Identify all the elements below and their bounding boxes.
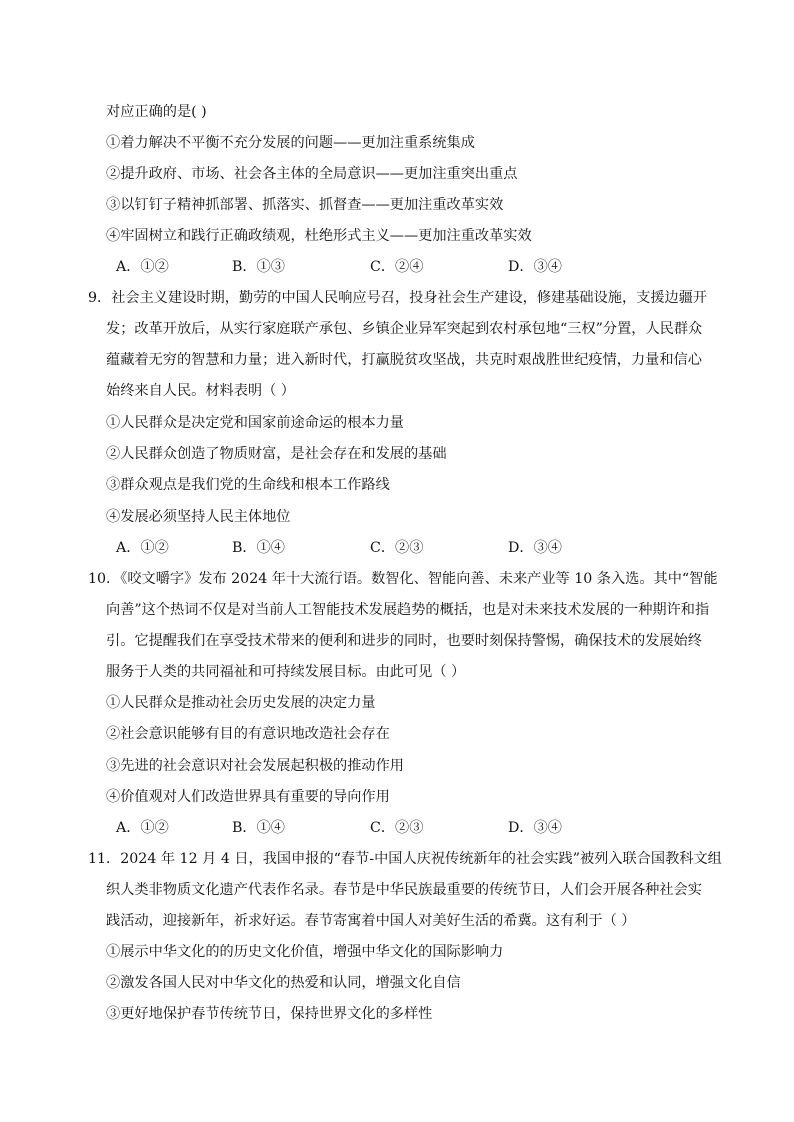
question-9-statement-2: ②人民群众创造了物质财富，是社会存在和发展的基础 — [106, 446, 447, 462]
question-10-stem-line-4: 服务于人类的共同福祉和可持续发展目标。由此可见（ ） — [106, 664, 466, 680]
question-8-statement-3: ③以钉钉子精神抓部署、抓落实、抓督查——更加注重改革实效 — [106, 197, 504, 213]
question-10-option-d: D．③④ — [508, 820, 562, 836]
question-8-statement-1: ①着力解决不平衡不充分发展的问题——更加注重系统集成 — [106, 135, 475, 151]
question-9-option-c: C．②③ — [370, 540, 424, 556]
question-10-stem-line-3: 引。它提醒我们在享受技术带来的便利和进步的同时，也要时刻保持警惕，确保技术的发展始终 — [106, 633, 702, 649]
question-8-option-c: C．②④ — [370, 259, 424, 275]
question-11-statement-3: ③更好地保护春节传统节日，保持世界文化的多样性 — [106, 1006, 433, 1022]
question-8-option-a: A．①② — [116, 259, 169, 275]
question-8-options — [116, 257, 716, 277]
question-9-option-b: B．①④ — [232, 540, 285, 556]
question-8-statement-2: ②提升政府、市场、社会各主体的全局意识——更加注重突出重点 — [106, 166, 518, 182]
question-8-stem: 对应正确的是( ) — [106, 104, 207, 120]
question-9-stem-line-4: 始终来自人民。材料表明（ ） — [106, 383, 295, 399]
question-10-option-a: A．①② — [116, 820, 169, 836]
question-10-option-c: C．②③ — [370, 820, 424, 836]
question-9-stem-line-3: 蕴藏着无穷的智慧和力量；进入新时代，打赢脱贫攻坚战，共克时艰战胜世纪疫情，力量和信心 — [106, 352, 702, 368]
question-9-options — [116, 538, 716, 558]
question-11-stem-line-2: 织人类非物质文化遗产代表作名录。春节是中华民族最重要的传统节日，人们会开展各种社会实 — [106, 882, 702, 898]
question-8-option-d: D．③④ — [508, 259, 562, 275]
question-8-statement-4: ④牢固树立和践行正确政绩观，杜绝形式主义——更加注重改革实效 — [106, 228, 532, 244]
question-8-option-b: B．①③ — [232, 259, 285, 275]
question-9-option-a: A．①② — [116, 540, 169, 556]
question-9-stem-line-1: 9．社会主义建设时期，勤劳的中国人民响应号召，投身社会生产建设，修建基础设施，支援边疆开 — [88, 290, 708, 306]
question-9-stem-line-2: 发；改革开放后，从实行家庭联产承包、乡镇企业异军突起到农村承包地“三权”分置，人民群众 — [106, 321, 703, 337]
question-11-statement-1: ①展示中华文化的的历史文化价值，增强中华文化的国际影响力 — [106, 944, 504, 960]
question-11-statement-2: ②激发各国人民对中华文化的热爱和认同，增强文化自信 — [106, 975, 461, 991]
question-9-statement-4: ④发展必须坚持人民主体地位 — [106, 509, 291, 525]
question-10-statement-2: ②社会意识能够有目的有意识地改造社会存在 — [106, 726, 390, 742]
question-10-stem-line-1: 10．《咬文嚼字》发布 2024 年十大流行语。数智化、智能向善、未来产业等 10 条入选。其中“智能 — [88, 571, 718, 587]
question-9-statement-3: ③群众观点是我们党的生命线和根本工作路线 — [106, 477, 390, 493]
question-9-statement-1: ①人民群众是决定党和国家前途命运的根本力量 — [106, 415, 404, 431]
question-11-stem-line-3: 践活动，迎接新年，祈求好运。春节寄寓着中国人对美好生活的希冀。这有利于（ ） — [106, 913, 636, 929]
question-11-stem-line-1: 11．2024 年 12 月 4 日，我国申报的“春节-中国人庆祝传统新年的社会实践”被列入联合国教科文组 — [88, 851, 722, 867]
question-10-statement-3: ③先进的社会意识对社会发展起积极的推动作用 — [106, 758, 404, 774]
question-10-options — [116, 818, 716, 838]
question-10-option-b: B．①④ — [232, 820, 285, 836]
question-10-statement-4: ④价值观对人们改造世界具有重要的导向作用 — [106, 789, 390, 805]
question-10-statement-1: ①人民群众是推动社会历史发展的决定力量 — [106, 695, 376, 711]
question-10-stem-line-2: 向善”这个热词不仅是对当前人工智能技术发展趋势的概括，也是对未来技术发展的一种期许和指 — [106, 602, 710, 618]
question-9-option-d: D．③④ — [508, 540, 562, 556]
